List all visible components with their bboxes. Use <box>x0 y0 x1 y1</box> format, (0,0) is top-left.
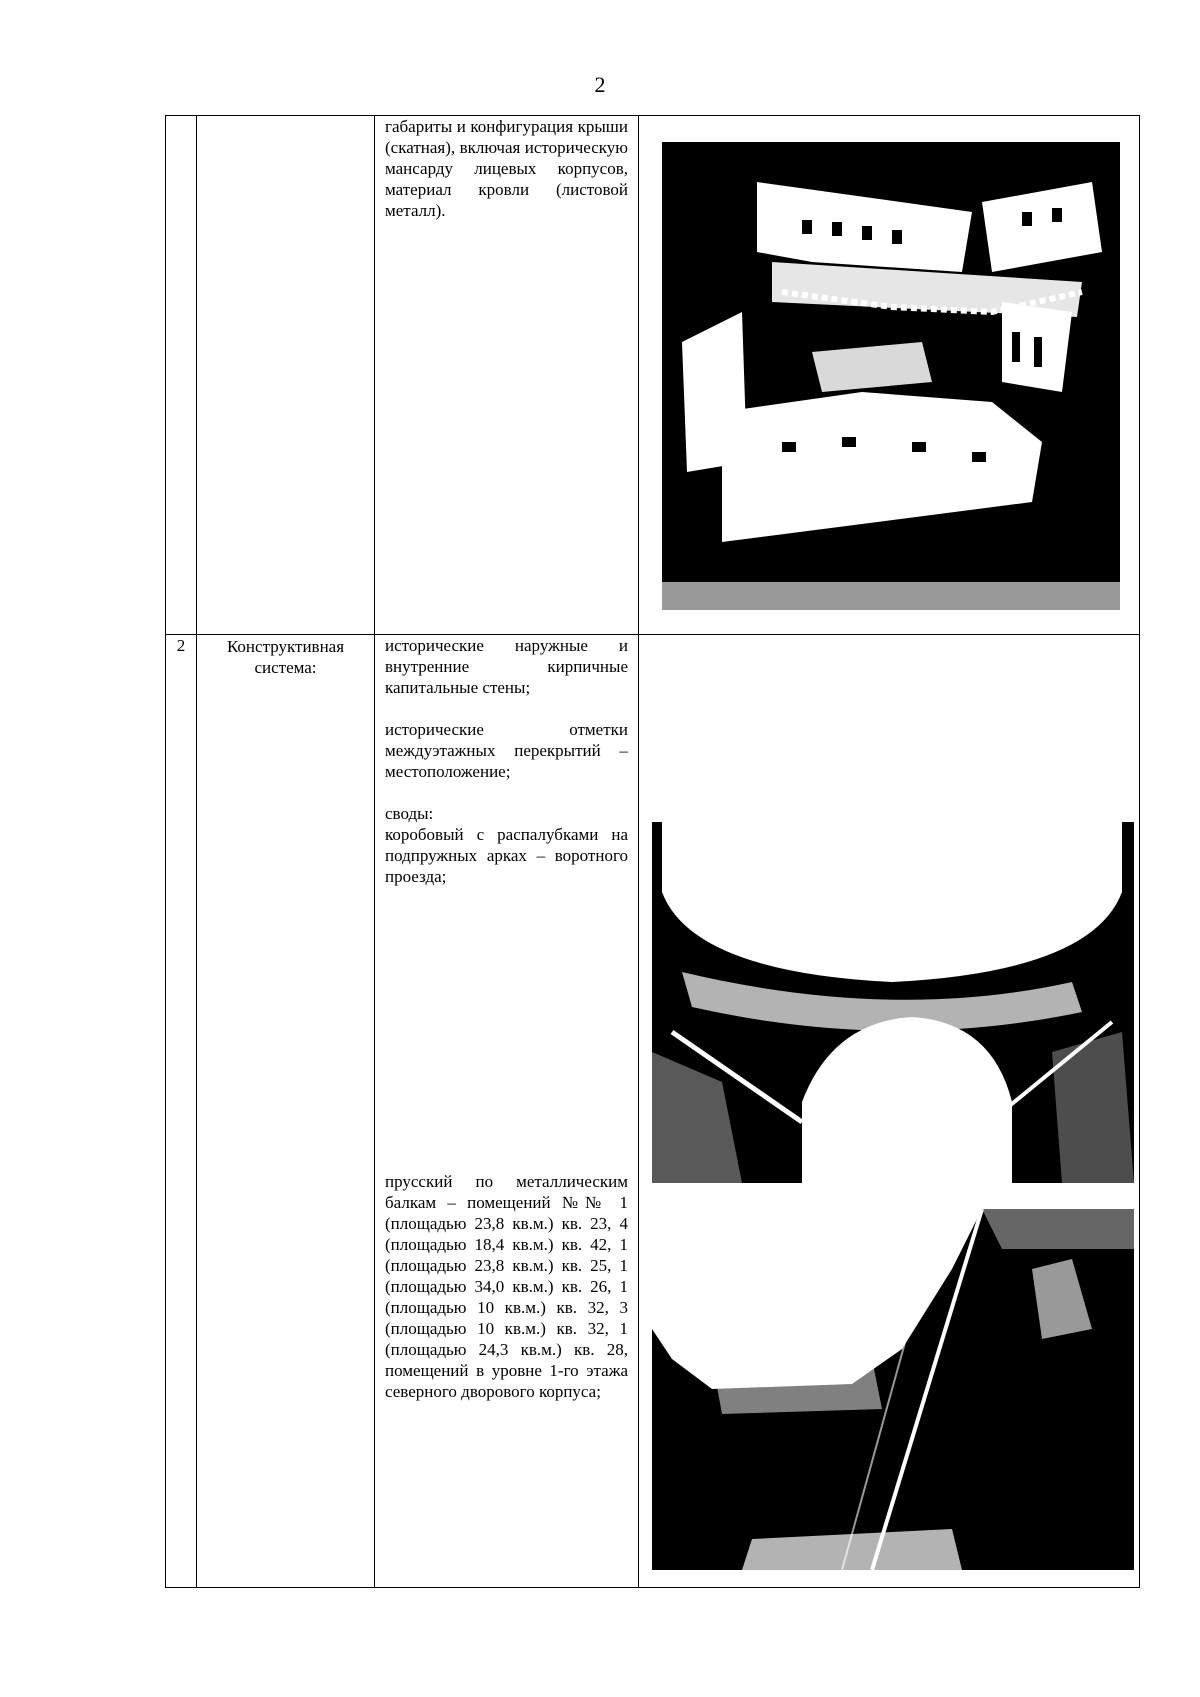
page-number: 2 <box>594 72 606 97</box>
gate-vault-photo <box>652 822 1134 1183</box>
description-paragraph: исторические наружные и внутренние кирпичные капитальные стены; <box>385 636 628 697</box>
description-paragraph: своды: <box>385 804 434 823</box>
description-paragraph: коробовый с распалубками на подпружных арках – воротного проезда; <box>385 825 628 886</box>
row-name-cell: Конструктивная система: <box>197 635 375 1588</box>
row-number-cell: 2 <box>166 635 197 1588</box>
row-description-cell <box>375 116 639 635</box>
row-description-cell <box>375 635 639 1588</box>
description-paragraph: исторические отметки междуэтажных перекрытий – местоположение; <box>385 720 628 781</box>
row-name-cell <box>197 116 375 635</box>
roof-aerial-photo <box>662 142 1120 610</box>
prussian-vault-photo <box>652 1209 1134 1570</box>
description-paragraph: прусский по металлическим балкам – помещений №№ 1 (площадью 23,8 кв.м.) кв. 23, 4 (площадью 18,4 кв.м.) кв. 42, 1 (площадью 23,8 кв.м.) кв. 25, 1 (площадью 34,0 кв.м.) кв. 26, 1 (площадью 10 кв.м.) кв. 32, 3 (площадью 10 кв.м.) кв. 32, 1 (площадью 24,3 кв.м.) кв. 28, помещений в уровне 1-го этажа северного дворового корпуса; <box>385 1172 628 1401</box>
description-paragraph: габариты и конфигурация крыши (скатная), включая историческую мансарду лицевых корпусов, материал кровли (листовой металл). <box>385 117 628 220</box>
row-number-cell <box>166 116 197 635</box>
